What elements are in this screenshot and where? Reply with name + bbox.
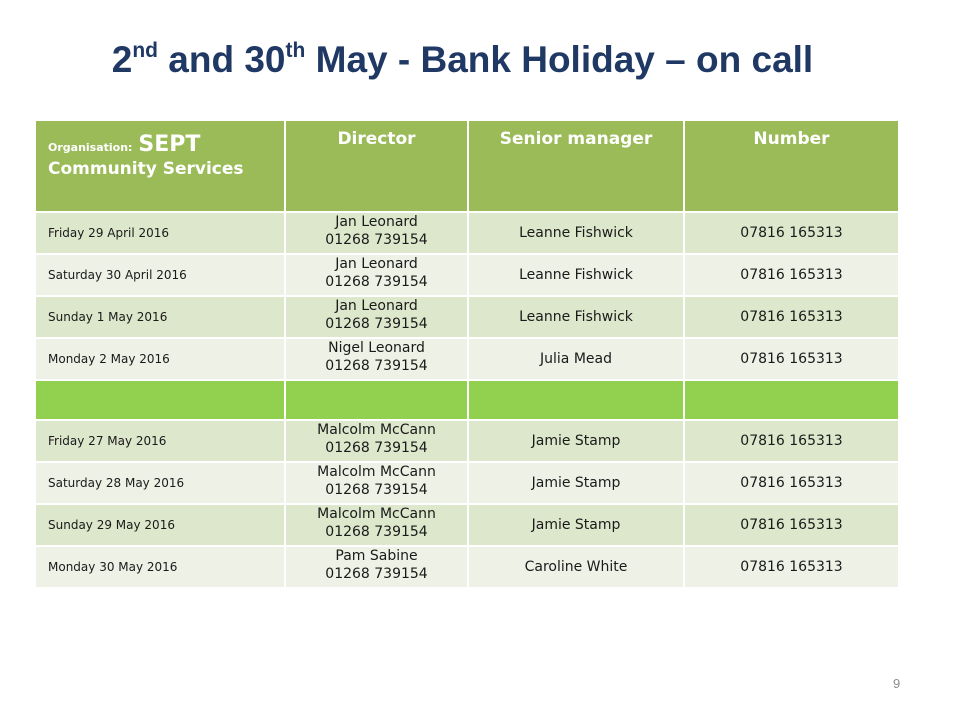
director-phone: 01268 739154: [325, 316, 428, 332]
director-cell: [285, 296, 468, 338]
number-cell: 07816 165313: [684, 296, 899, 338]
title-sup-1: nd: [132, 39, 159, 62]
senior-manager-cell: Leanne Fishwick: [468, 296, 684, 338]
separator-row: [35, 380, 899, 420]
separator-cell: [35, 380, 285, 420]
director-name: Malcolm McCann: [317, 506, 436, 522]
table-row: [35, 420, 899, 462]
table-row: [35, 462, 899, 504]
date-cell: Saturday 28 May 2016: [35, 462, 285, 504]
director-phone: 01268 739154: [325, 566, 428, 582]
table-row: [35, 504, 899, 546]
director-phone: 01268 739154: [325, 358, 428, 374]
title-sup-2: th: [285, 39, 306, 62]
date-cell: Monday 2 May 2016: [35, 338, 285, 380]
date-cell: Sunday 1 May 2016: [35, 296, 285, 338]
director-name: Malcolm McCann: [317, 422, 436, 438]
date-cell: Monday 30 May 2016: [35, 546, 285, 588]
table-header-row: [35, 120, 899, 212]
director-header: Director: [285, 120, 468, 212]
separator-cell: [684, 380, 899, 420]
number-cell: 07816 165313: [684, 504, 899, 546]
number-cell: 07816 165313: [684, 546, 899, 588]
table-row: [35, 546, 899, 588]
organisation-subtitle: Community Services: [48, 158, 244, 179]
director-name: Jan Leonard: [335, 256, 418, 272]
director-phone: 01268 739154: [325, 274, 428, 290]
director-cell: [285, 338, 468, 380]
director-phone: 01268 739154: [325, 440, 428, 456]
director-phone: 01268 739154: [325, 524, 428, 540]
senior-manager-cell: Leanne Fishwick: [468, 254, 684, 296]
organisation-name: SEPT: [138, 132, 201, 157]
number-cell: 07816 165313: [684, 338, 899, 380]
director-name: Nigel Leonard: [328, 340, 425, 356]
table-row: [35, 296, 899, 338]
organisation-label: Organisation:: [48, 141, 133, 154]
director-cell: [285, 254, 468, 296]
title-part-2: and 30: [158, 39, 286, 80]
number-header: Number: [684, 120, 899, 212]
table-row: [35, 338, 899, 380]
number-cell: 07816 165313: [684, 462, 899, 504]
date-cell: Saturday 30 April 2016: [35, 254, 285, 296]
director-cell: [285, 462, 468, 504]
senior-manager-cell: Jamie Stamp: [468, 420, 684, 462]
director-name: Malcolm McCann: [317, 464, 436, 480]
director-phone: 01268 739154: [325, 482, 428, 498]
number-cell: 07816 165313: [684, 212, 899, 254]
number-cell: 07816 165313: [684, 420, 899, 462]
senior-manager-header: Senior manager: [468, 120, 684, 212]
page-number: 9: [893, 676, 901, 691]
title-part-3: May - Bank Holiday – on call: [305, 39, 814, 80]
senior-manager-cell: Caroline White: [468, 546, 684, 588]
number-cell: 07816 165313: [684, 254, 899, 296]
table-row: [35, 254, 899, 296]
date-cell: Friday 29 April 2016: [35, 212, 285, 254]
on-call-table: [34, 119, 900, 589]
senior-manager-cell: Jamie Stamp: [468, 462, 684, 504]
director-name: Pam Sabine: [335, 548, 418, 564]
title-part-1: 2: [111, 39, 133, 80]
director-cell: [285, 546, 468, 588]
director-cell: [285, 504, 468, 546]
senior-manager-cell: Julia Mead: [468, 338, 684, 380]
director-cell: [285, 212, 468, 254]
date-cell: Friday 27 May 2016: [35, 420, 285, 462]
director-phone: 01268 739154: [325, 232, 428, 248]
senior-manager-cell: Jamie Stamp: [468, 504, 684, 546]
senior-manager-cell: Leanne Fishwick: [468, 212, 684, 254]
separator-cell: [468, 380, 684, 420]
organisation-header: [35, 120, 285, 212]
date-cell: Sunday 29 May 2016: [35, 504, 285, 546]
page-title: [0, 30, 925, 96]
director-cell: [285, 420, 468, 462]
separator-cell: [285, 380, 468, 420]
table-row: [35, 212, 899, 254]
director-name: Jan Leonard: [335, 298, 418, 314]
director-name: Jan Leonard: [335, 214, 418, 230]
